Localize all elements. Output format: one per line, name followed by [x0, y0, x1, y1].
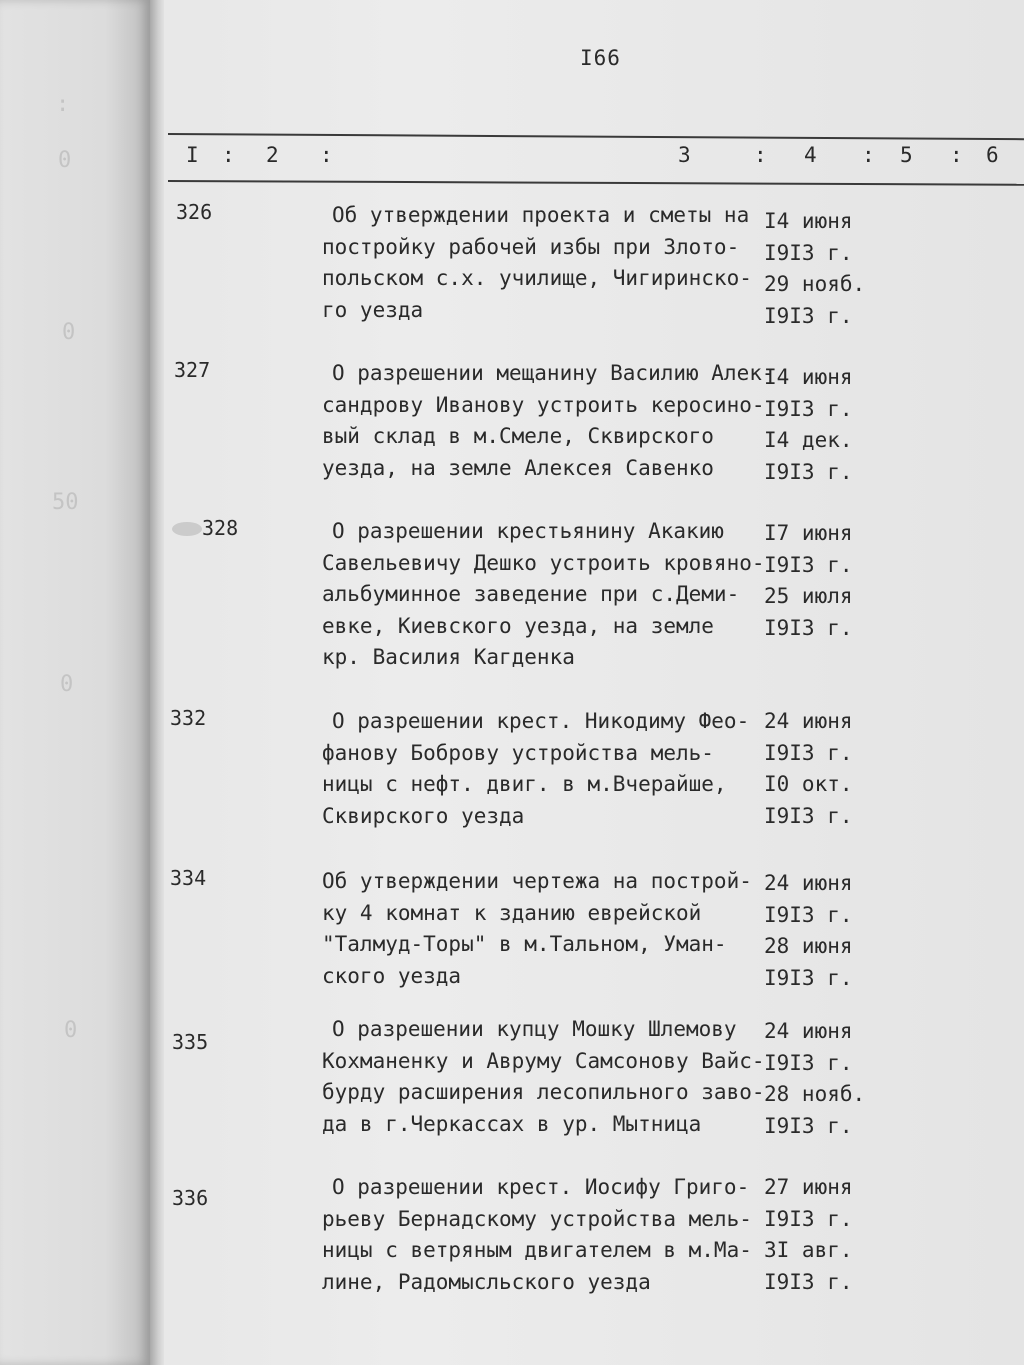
start-year: I9I3 г. — [764, 552, 853, 577]
description-line: "Талмуд-Торы" в м.Тальном, Уман- — [322, 932, 727, 956]
description-line: Об утверждении проекта и сметы на — [332, 203, 750, 227]
start-year: I9I3 г. — [764, 902, 853, 927]
start-date: 27 июня — [764, 1175, 853, 1199]
entry-description — [322, 706, 749, 832]
end-year: I9I3 г. — [764, 1113, 853, 1138]
description-line: евке, Киевского уезда, на земле — [322, 613, 714, 638]
end-year: I9I3 г. — [764, 1269, 853, 1294]
description-line: Сквирского уезда — [322, 803, 525, 828]
page-number: I66 — [580, 46, 621, 70]
column-header-4: 4 — [804, 143, 817, 167]
entry-description — [322, 516, 765, 674]
entry-dates — [764, 362, 853, 488]
start-date: 24 июня — [764, 1019, 853, 1043]
end-date: 28 нояб. — [764, 1082, 866, 1106]
description-line: Об утверждении чертежа на построй- — [322, 869, 752, 893]
entry-dates — [764, 868, 853, 994]
end-year: I9I3 г. — [764, 615, 853, 640]
header-bottom-rule — [168, 180, 1024, 186]
description-line: О разрешении купцу Мошку Шлемову — [332, 1017, 737, 1041]
description-line: го уезда — [322, 297, 424, 322]
column-header-1: I — [186, 143, 199, 167]
entry-description — [322, 866, 752, 992]
column-separator: : — [222, 143, 235, 167]
column-separator: : — [320, 143, 333, 167]
start-year: I9I3 г. — [764, 240, 853, 265]
description-line: Кохманенку и Авруму Самсонову Вайс- — [322, 1048, 765, 1073]
entry-description — [322, 358, 775, 484]
column-header-2: 2 — [266, 143, 279, 167]
column-separator: : — [950, 143, 963, 167]
description-line: ницы с нефт. двиг. в м.Вчерайше, — [322, 772, 727, 796]
entry-number: 335 — [172, 1030, 209, 1054]
entry-description — [322, 200, 752, 326]
entry-description — [322, 1172, 752, 1298]
column-header-5: 5 — [900, 143, 913, 167]
entry-number: 334 — [170, 866, 207, 890]
end-year: I9I3 г. — [764, 303, 853, 328]
start-date: I4 июня — [764, 209, 853, 233]
description-line: постройку рабочей избы при Злото- — [322, 234, 740, 259]
description-line: О разрешении крест. Никодиму Фео- — [332, 709, 750, 733]
ink-blot — [172, 522, 202, 536]
description-line: О разрешении крестьянину Акакию — [332, 519, 724, 543]
column-separator: : — [862, 143, 875, 167]
column-separator: : — [754, 143, 767, 167]
start-date: 24 июня — [764, 709, 853, 733]
description-line: да в г.Черкассах в ур. Мытница — [322, 1111, 702, 1136]
document-sheet — [164, 0, 1024, 1365]
description-line: кр. Василия Кагденка — [322, 645, 575, 669]
description-line: О разрешении крест. Иосифу Григо- — [332, 1175, 750, 1199]
description-line: бурду расширения лесопильного заво- — [322, 1080, 765, 1104]
entry-number: 328 — [202, 516, 239, 540]
start-date: 24 июня — [764, 871, 853, 895]
entry-dates — [764, 1016, 865, 1142]
start-year: I9I3 г. — [764, 1050, 853, 1075]
entry-description — [322, 1014, 765, 1140]
entry-dates — [764, 706, 853, 832]
description-line: альбуминное заведение при с.Деми- — [322, 582, 740, 606]
description-line: лине, Радомысльского уезда — [322, 1269, 651, 1294]
column-header-6: 6 — [986, 143, 999, 167]
description-line: фанову Боброву устройства мель- — [322, 740, 714, 765]
end-date: 28 июня — [764, 934, 853, 958]
end-year: I9I3 г. — [764, 803, 853, 828]
description-line: ку 4 комнат к зданию еврейской — [322, 900, 702, 925]
entry-dates — [764, 518, 853, 644]
entry-number: 326 — [176, 200, 213, 224]
description-line: польском с.х. училище, Чигиринско- — [322, 266, 752, 290]
end-date: 29 нояб. — [764, 272, 866, 296]
description-line: рьеву Бернадскому устройства мель- — [322, 1206, 752, 1231]
facing-page-edge: : 0 0 50 0 0 — [0, 0, 150, 1365]
entry-dates — [764, 1172, 853, 1298]
start-date: I4 июня — [764, 365, 853, 389]
column-header-3: 3 — [678, 143, 691, 167]
end-date: I0 окт. — [764, 772, 853, 796]
start-year: I9I3 г. — [764, 740, 853, 765]
end-date: 25 июля — [764, 584, 853, 608]
description-line: ницы с ветряным двигателем в м.Ма- — [322, 1238, 752, 1262]
start-year: I9I3 г. — [764, 396, 853, 421]
end-date: I4 дек. — [764, 428, 853, 452]
entry-number: 327 — [174, 358, 211, 382]
entry-number: 332 — [170, 706, 207, 730]
description-line: Савельевичу Дешко устроить кровяно- — [322, 550, 765, 575]
description-line: сандрову Иванову устроить керосино- — [322, 392, 765, 417]
end-year: I9I3 г. — [764, 965, 853, 990]
header-top-rule — [168, 133, 1024, 140]
book-gutter — [150, 0, 164, 1365]
start-year: I9I3 г. — [764, 1206, 853, 1231]
end-date: 3I авг. — [764, 1238, 853, 1262]
description-line: ского уезда — [322, 963, 462, 988]
entry-number: 336 — [172, 1186, 209, 1210]
description-line: О разрешении мещанину Василию Алек- — [332, 361, 775, 385]
start-date: I7 июня — [764, 521, 853, 545]
end-year: I9I3 г. — [764, 459, 853, 484]
description-line: вый склад в м.Смеле, Сквирского — [322, 424, 714, 448]
entry-dates — [764, 206, 865, 332]
description-line: уезда, на земле Алексея Савенко — [322, 455, 714, 480]
